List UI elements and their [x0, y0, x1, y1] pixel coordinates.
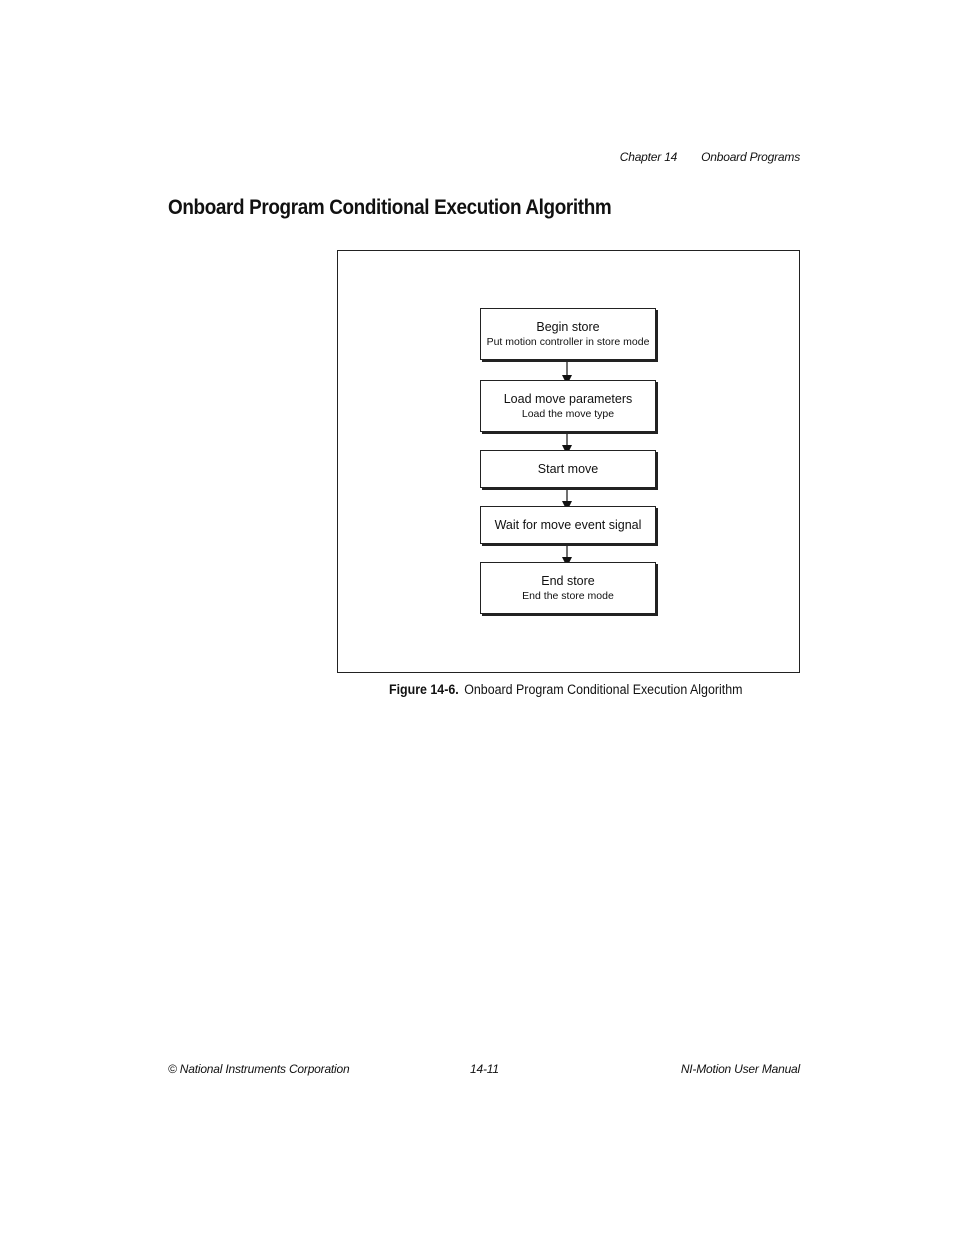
- footer-manual-title: NI-Motion User Manual: [680, 1062, 800, 1076]
- figure-label: Figure 14-6.: [389, 682, 459, 697]
- flow-step-title: Wait for move event signal: [494, 517, 642, 532]
- flow-step-wait-for-move-event: [480, 506, 656, 544]
- figure-frame: [337, 250, 800, 673]
- header-chapter: Chapter 14: [619, 150, 678, 164]
- flow-step-begin-store: [480, 308, 656, 360]
- flow-step-title: End store: [541, 573, 595, 588]
- section-title: Onboard Program Conditional Execution Algorithm: [168, 196, 612, 219]
- flow-step-subtitle: Put motion controller in store mode: [486, 335, 650, 348]
- flow-step-end-store: [480, 562, 656, 614]
- flow-step-title: Begin store: [536, 319, 600, 334]
- flow-step-subtitle: End the store mode: [522, 589, 614, 602]
- flow-step-start-move: [480, 450, 656, 488]
- running-header: [620, 150, 800, 164]
- flow-step-subtitle: Load the move type: [521, 407, 615, 420]
- flow-step-title: Load move parameters: [503, 391, 633, 406]
- footer-page-number: 14-11: [470, 1062, 499, 1076]
- flow-step-load-move-parameters: [480, 380, 656, 432]
- figure-caption: [389, 682, 742, 697]
- header-section: Onboard Programs: [701, 150, 800, 164]
- flow-step-title: Start move: [537, 461, 599, 476]
- figure-caption-text: Onboard Program Conditional Execution Algorithm: [464, 682, 743, 697]
- footer-copyright: © National Instruments Corporation: [168, 1062, 350, 1076]
